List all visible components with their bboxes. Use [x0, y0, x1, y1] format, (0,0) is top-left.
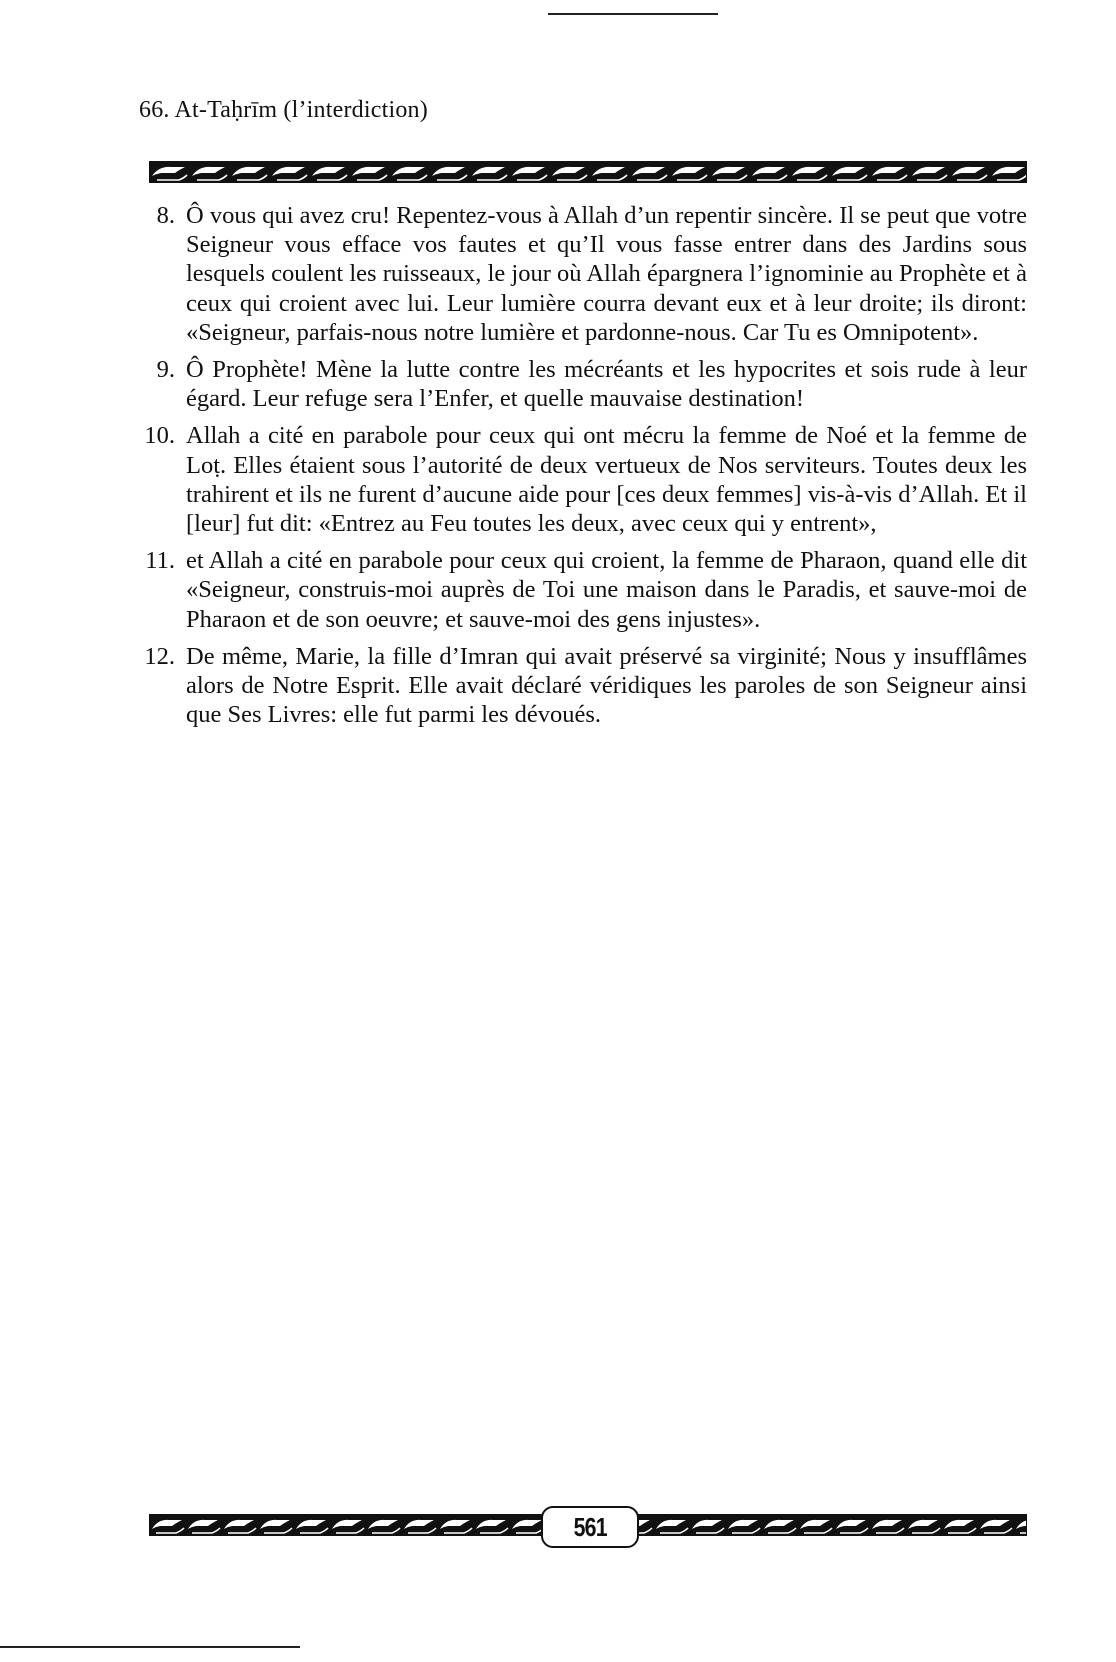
scan-edge-line-bottom — [0, 1646, 300, 1648]
ornamental-border-top — [149, 161, 1027, 183]
verse-text: et Allah a cité en parabole pour ceux qui croient, la femme de Pharaon, quand elle dit «Seigneur, construis-moi auprès de Toi une maison dans le Paradis, et sauve-moi de Pharaon et de son oeuvre; et sauve-moi des gens injustes». — [186, 547, 1027, 633]
verse-9 — [139, 355, 1027, 413]
chain-ornament-top — [149, 161, 1027, 183]
scan-edge-line-top — [548, 13, 718, 15]
page-number-cartouche — [541, 1506, 639, 1548]
verse-text: Ô vous qui avez cru! Repentez-vous à Allah d’un repentir sincère. Il se peut que votre Seigneur vous efface vos fautes et qu’Il vous fasse entrer dans des Jardins sous lesquels coulent les ruisseaux, le jour où Allah épargnera l’ignominie au Prophète et à ceux qui croient avec lui. Leur lumière courra devant eux et à leur droite; ils diront: «Seigneur, parfais-nous notre lumière et pardonne-nous. Car Tu es Omnipotent». — [186, 202, 1027, 346]
page-number: 561 — [573, 1511, 607, 1542]
verse-text: Allah a cité en parabole pour ceux qui ont mécru la femme de Noé et la femme de Loṭ. Elles étaient sous l’autorité de deux vertueux de Nos serviteurs. Toutes deux les trahirent et ils ne furent d’aucune aide pour [ces deux femmes] vis-à-vis d’Allah. Et il [leur] fut dit: «Entrez au Feu toutes les deux, avec ceux qui y entrent», — [186, 422, 1027, 538]
verse-11 — [139, 546, 1027, 634]
verse-number: 12. — [144, 642, 175, 670]
verse-10 — [139, 421, 1027, 538]
verse-number: 8. — [156, 202, 175, 229]
verse-list — [139, 201, 1027, 737]
verse-8 — [139, 201, 1027, 347]
verse-number: 10. — [144, 422, 175, 450]
running-title: 66. At-Taḥrīm (l’interdiction) — [139, 97, 428, 123]
verse-12 — [139, 642, 1027, 730]
verse-number: 9. — [156, 356, 175, 384]
verse-text: Ô Prophète! Mène la lutte contre les mécréants et les hypocrites et sois rude à leur égard. Leur refuge sera l’Enfer, et quelle mauvaise destination! — [186, 356, 1027, 413]
verse-text: De même, Marie, la fille d’Imran qui avait préservé sa virginité; Nous y insufflâmes alors de Notre Esprit. Elle avait déclaré véridiques les paroles de son Seigneur ainsi que Ses Livres: elle fut parmi les dévoués. — [186, 642, 1027, 729]
verse-number: 11. — [145, 547, 175, 575]
